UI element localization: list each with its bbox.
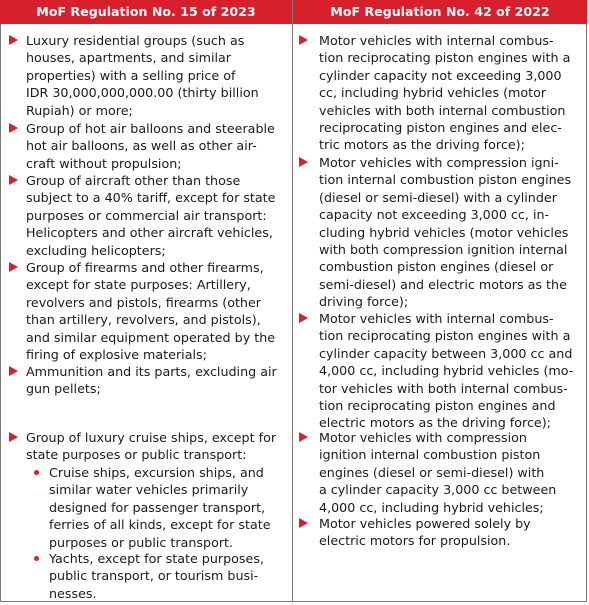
item-text-line: cluding hybrid vehicles (motor vehicles — [319, 224, 569, 240]
item-text-line: Motor vehicles with compression — [319, 430, 527, 445]
item-text-line: nesses. — [49, 585, 97, 601]
item-text-line: houses, apartments, and similar — [26, 50, 232, 66]
left-list-item — [26, 363, 277, 398]
left-list-item — [26, 32, 259, 119]
right-list-item — [319, 154, 571, 311]
left-sub-list-item — [49, 550, 264, 602]
left-list-item — [26, 259, 275, 363]
item-text-line: firing of explosive materials; — [26, 347, 207, 363]
item-text-line: Group of hot air balloons and steerable — [26, 121, 275, 136]
item-text-line: Motor vehicles powered solely by — [319, 516, 531, 531]
item-text-line: Luxury residential groups (such as — [26, 33, 245, 48]
column-divider — [292, 0, 293, 602]
item-text-line: hot air balloons, as well as other air- — [26, 138, 257, 154]
right-triangle-bullet-icon — [299, 432, 308, 442]
item-text-line: Motor vehicles with compression igni- — [319, 155, 559, 170]
left-list-item — [26, 429, 276, 464]
item-text-line: purposes or commercial air transport: — [26, 207, 267, 223]
item-text-line: cc, including hybrid vehicles (motor — [319, 85, 547, 101]
item-text-line: and similar equipment operated by the — [26, 329, 276, 345]
item-text-line: Motor vehicles with internal combus- — [319, 33, 554, 48]
item-text-line: similar water vehicles primarily — [49, 482, 249, 498]
item-text-line: Motor vehicles with internal combus- — [319, 311, 554, 326]
round-bullet-icon — [34, 556, 39, 561]
item-text-line: tor vehicles with both internal combus- — [319, 380, 568, 396]
right-triangle-bullet-icon — [299, 35, 308, 45]
item-text-line: a cylinder capacity 3,000 cc between — [319, 482, 557, 498]
item-text-line: Group of aircraft other than those — [26, 173, 241, 188]
right-list-item — [319, 515, 531, 550]
left-sub-list-item — [49, 464, 271, 551]
item-text-line: ferries of all kinds, except for state — [49, 517, 271, 533]
item-text-line: tion reciprocating piston engines and — [319, 398, 556, 414]
item-text-line: except for state purposes: Artillery, — [26, 277, 251, 293]
item-text-line: Yachts, except for state purposes, — [49, 551, 264, 566]
item-text-line: (diesel or semi-diesel) with a cylinder — [319, 189, 557, 205]
item-text-line: purposes or public transport. — [49, 534, 234, 550]
item-text-line: Group of firearms and other firearms, — [26, 260, 264, 275]
right-triangle-bullet-icon — [299, 157, 308, 167]
item-text-line: than artillery, revolvers, and pistols), — [26, 312, 261, 328]
item-text-line: reciprocating piston engines and elec- — [319, 120, 562, 136]
item-text-line: vehicles with both internal combustion — [319, 102, 566, 118]
item-text-line: capacity not exceeding 3,000 cc, in- — [319, 207, 550, 223]
item-text-line: Helicopters and other aircraft vehicles, — [26, 225, 273, 241]
right-column-header: MoF Regulation No. 42 of 2022 — [293, 0, 587, 24]
item-text-line: 4,000 cc, including hybrid vehicles (mo- — [319, 363, 574, 379]
item-text-line: designed for passenger transport, — [49, 499, 266, 515]
item-text-line: 4,000 cc, including hybrid vehicles; — [319, 499, 544, 515]
item-text-line: cylinder capacity not exceeding 3,000 — [319, 67, 562, 83]
right-list-item — [319, 310, 573, 432]
right-triangle-bullet-icon — [9, 262, 18, 272]
item-text-line: craft without propulsion; — [26, 155, 182, 171]
item-text-line: properties) with a selling price of — [26, 67, 236, 83]
right-triangle-bullet-icon — [299, 518, 308, 528]
item-text-line: IDR 30,000,000,000.00 (thirty billion — [26, 85, 259, 101]
left-list-item — [26, 172, 275, 259]
item-text-line: revolvers and pistols, firearms (other — [26, 294, 261, 310]
right-triangle-bullet-icon — [299, 313, 308, 323]
item-text-line: driving force); — [319, 294, 409, 310]
item-text-line: tion internal combustion piston engines — [319, 172, 572, 188]
right-list-item — [319, 32, 570, 154]
right-triangle-bullet-icon — [9, 432, 18, 442]
right-triangle-bullet-icon — [9, 175, 18, 185]
item-text-line: gun pellets; — [26, 381, 101, 397]
item-text-line: with both compression ignition internal — [319, 242, 568, 258]
item-text-line: excluding helicopters; — [26, 242, 166, 258]
right-list-item — [319, 429, 556, 516]
left-column-header: MoF Regulation No. 15 of 2023 — [0, 0, 292, 24]
item-text-line: tric motors as the driving force); — [319, 137, 525, 153]
item-text-line: Group of luxury cruise ships, except for — [26, 430, 277, 445]
item-text-line: Ammunition and its parts, excluding air — [26, 364, 277, 379]
right-triangle-bullet-icon — [9, 123, 18, 133]
item-text-line: engines (diesel or semi-diesel) with — [319, 464, 545, 480]
item-text-line: subject to a 40% tariff, except for state — [26, 190, 276, 206]
item-text-line: ignition internal combustion piston — [319, 447, 541, 463]
item-text-line: tion reciprocating piston engines with a — [319, 328, 571, 344]
item-text-line: Rupiah) or more; — [26, 102, 133, 118]
right-triangle-bullet-icon — [9, 366, 18, 376]
item-text-line: semi-diesel) and electric motors as the — [319, 276, 567, 292]
item-text-line: Cruise ships, excursion ships, and — [49, 465, 264, 480]
item-text-line: combustion piston engines (diesel or — [319, 259, 554, 275]
item-text-line: electric motors for propulsion. — [319, 533, 511, 549]
round-bullet-icon — [34, 470, 39, 475]
item-text-line: public transport, or tourism busi- — [49, 568, 259, 584]
left-list-item — [26, 120, 275, 172]
right-triangle-bullet-icon — [9, 35, 18, 45]
item-text-line: electric motors as the driving force); — [319, 415, 551, 431]
item-text-line: state purposes or public transport: — [26, 447, 247, 463]
item-text-line: cylinder capacity between 3,000 cc and — [319, 345, 573, 361]
item-text-line: tion reciprocating piston engines with a — [319, 50, 571, 66]
